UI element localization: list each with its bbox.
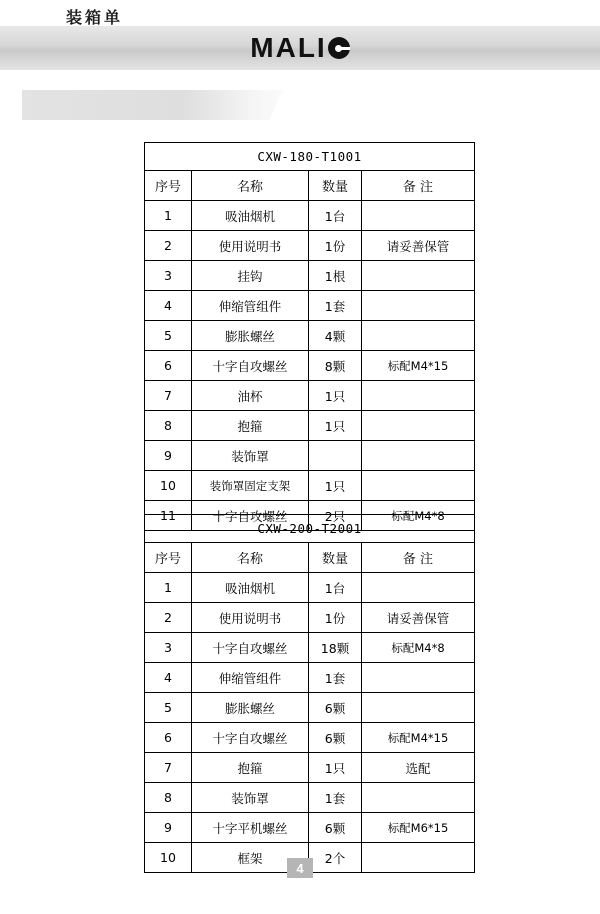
table-row [145,471,475,501]
table-row [145,201,475,231]
cell-no: 6 [145,351,192,381]
column-header-note: 备 注 [362,543,475,573]
table-row [145,441,475,471]
cell-qty: 6颗 [309,813,362,843]
cell-no: 4 [145,291,192,321]
table-row [145,723,475,753]
cell-note [362,663,475,693]
cell-name: 十字自攻螺丝 [192,501,309,531]
column-header-note: 备 注 [362,171,475,201]
table-row [145,573,475,603]
cell-no: 10 [145,471,192,501]
cell-note: 标配M4*15 [362,723,475,753]
cell-note [362,441,475,471]
column-header-qty: 数量 [309,543,362,573]
cell-no: 6 [145,723,192,753]
cell-qty: 1台 [309,573,362,603]
cell-name: 使用说明书 [192,603,309,633]
cell-qty: 1套 [309,663,362,693]
cell-name: 十字自攻螺丝 [192,351,309,381]
table-row [145,813,475,843]
table-row [145,321,475,351]
table-row [145,693,475,723]
model-number: CXW-200-T2001 [145,515,475,543]
cell-no: 4 [145,663,192,693]
circle-mark-icon [328,37,350,59]
cell-no: 11 [145,501,192,531]
table-row [145,663,475,693]
cell-no: 1 [145,573,192,603]
brand-logo [250,32,349,64]
cell-note [362,573,475,603]
cell-note: 标配M4*8 [362,633,475,663]
cell-qty [309,441,362,471]
cell-name: 十字平机螺丝 [192,813,309,843]
table-row [145,231,475,261]
cell-qty: 6颗 [309,693,362,723]
cell-no: 7 [145,381,192,411]
table-row [145,753,475,783]
column-header-name: 名称 [192,543,309,573]
column-header-qty: 数量 [309,171,362,201]
cell-qty: 1只 [309,381,362,411]
cell-name: 抱箍 [192,411,309,441]
cell-no: 3 [145,261,192,291]
cell-note: 标配M4*15 [362,351,475,381]
cell-name: 油杯 [192,381,309,411]
cell-note [362,411,475,441]
cell-qty: 1只 [309,471,362,501]
column-header-name: 名称 [192,171,309,201]
table-row [145,603,475,633]
cell-name: 膨胀螺丝 [192,693,309,723]
cell-no: 9 [145,441,192,471]
cell-note [362,843,475,873]
cell-name: 膨胀螺丝 [192,321,309,351]
cell-note [362,693,475,723]
cell-no: 2 [145,603,192,633]
table-row [145,351,475,381]
cell-qty: 18颗 [309,633,362,663]
cell-qty: 1只 [309,753,362,783]
cell-name: 装饰罩 [192,783,309,813]
cell-no: 2 [145,231,192,261]
cell-qty: 1套 [309,291,362,321]
table-row [145,381,475,411]
table-model-row [145,515,475,543]
cell-qty: 1只 [309,411,362,441]
cell-note: 请妥善保管 [362,231,475,261]
cell-name: 吸油烟机 [192,573,309,603]
packing-list-table-1 [144,142,475,531]
cell-note [362,201,475,231]
cell-note [362,471,475,501]
cell-name: 吸油烟机 [192,201,309,231]
cell-qty: 2只 [309,501,362,531]
page-header [0,26,600,70]
cell-no: 8 [145,783,192,813]
model-number: CXW-180-T1001 [145,143,475,171]
cell-name: 装饰罩固定支架 [192,471,309,501]
table-row [145,291,475,321]
cell-note [362,321,475,351]
cell-name: 十字自攻螺丝 [192,723,309,753]
cell-name: 伸缩管组件 [192,663,309,693]
cell-qty: 1份 [309,231,362,261]
table-model-row [145,143,475,171]
cell-qty: 4颗 [309,321,362,351]
table-row [145,261,475,291]
title-bar-taper [244,90,314,120]
cell-qty: 1根 [309,261,362,291]
cell-qty: 1台 [309,201,362,231]
cell-qty: 6颗 [309,723,362,753]
cell-note: 选配 [362,753,475,783]
brand-logo-text: MALI [250,32,327,63]
cell-name: 十字自攻螺丝 [192,633,309,663]
cell-no: 3 [145,633,192,663]
table-header-row [145,171,475,201]
cell-note [362,381,475,411]
page-number: 4 [287,858,313,878]
cell-no: 8 [145,411,192,441]
cell-name: 伸缩管组件 [192,291,309,321]
cell-qty: 1套 [309,783,362,813]
cell-name: 抱箍 [192,753,309,783]
column-header-no: 序号 [145,171,192,201]
cell-no: 9 [145,813,192,843]
cell-qty: 2个 [309,843,362,873]
cell-note: 标配M4*8 [362,501,475,531]
cell-note: 请妥善保管 [362,603,475,633]
cell-no: 5 [145,321,192,351]
section-title-bar [22,90,314,120]
table-row [145,783,475,813]
packing-list-table-2 [144,514,475,873]
cell-no: 5 [145,693,192,723]
cell-note: 标配M6*15 [362,813,475,843]
cell-no: 7 [145,753,192,783]
table-header-row [145,543,475,573]
table-row [145,633,475,663]
cell-qty: 8颗 [309,351,362,381]
cell-qty: 1份 [309,603,362,633]
cell-no: 1 [145,201,192,231]
cell-name: 装饰罩 [192,441,309,471]
table-row [145,411,475,441]
cell-name: 使用说明书 [192,231,309,261]
cell-name: 挂钩 [192,261,309,291]
section-title: 装箱单 [66,8,124,27]
cell-note [362,291,475,321]
cell-note [362,783,475,813]
column-header-no: 序号 [145,543,192,573]
cell-note [362,261,475,291]
cell-no: 10 [145,843,192,873]
cell-name: 框架 [192,843,309,873]
